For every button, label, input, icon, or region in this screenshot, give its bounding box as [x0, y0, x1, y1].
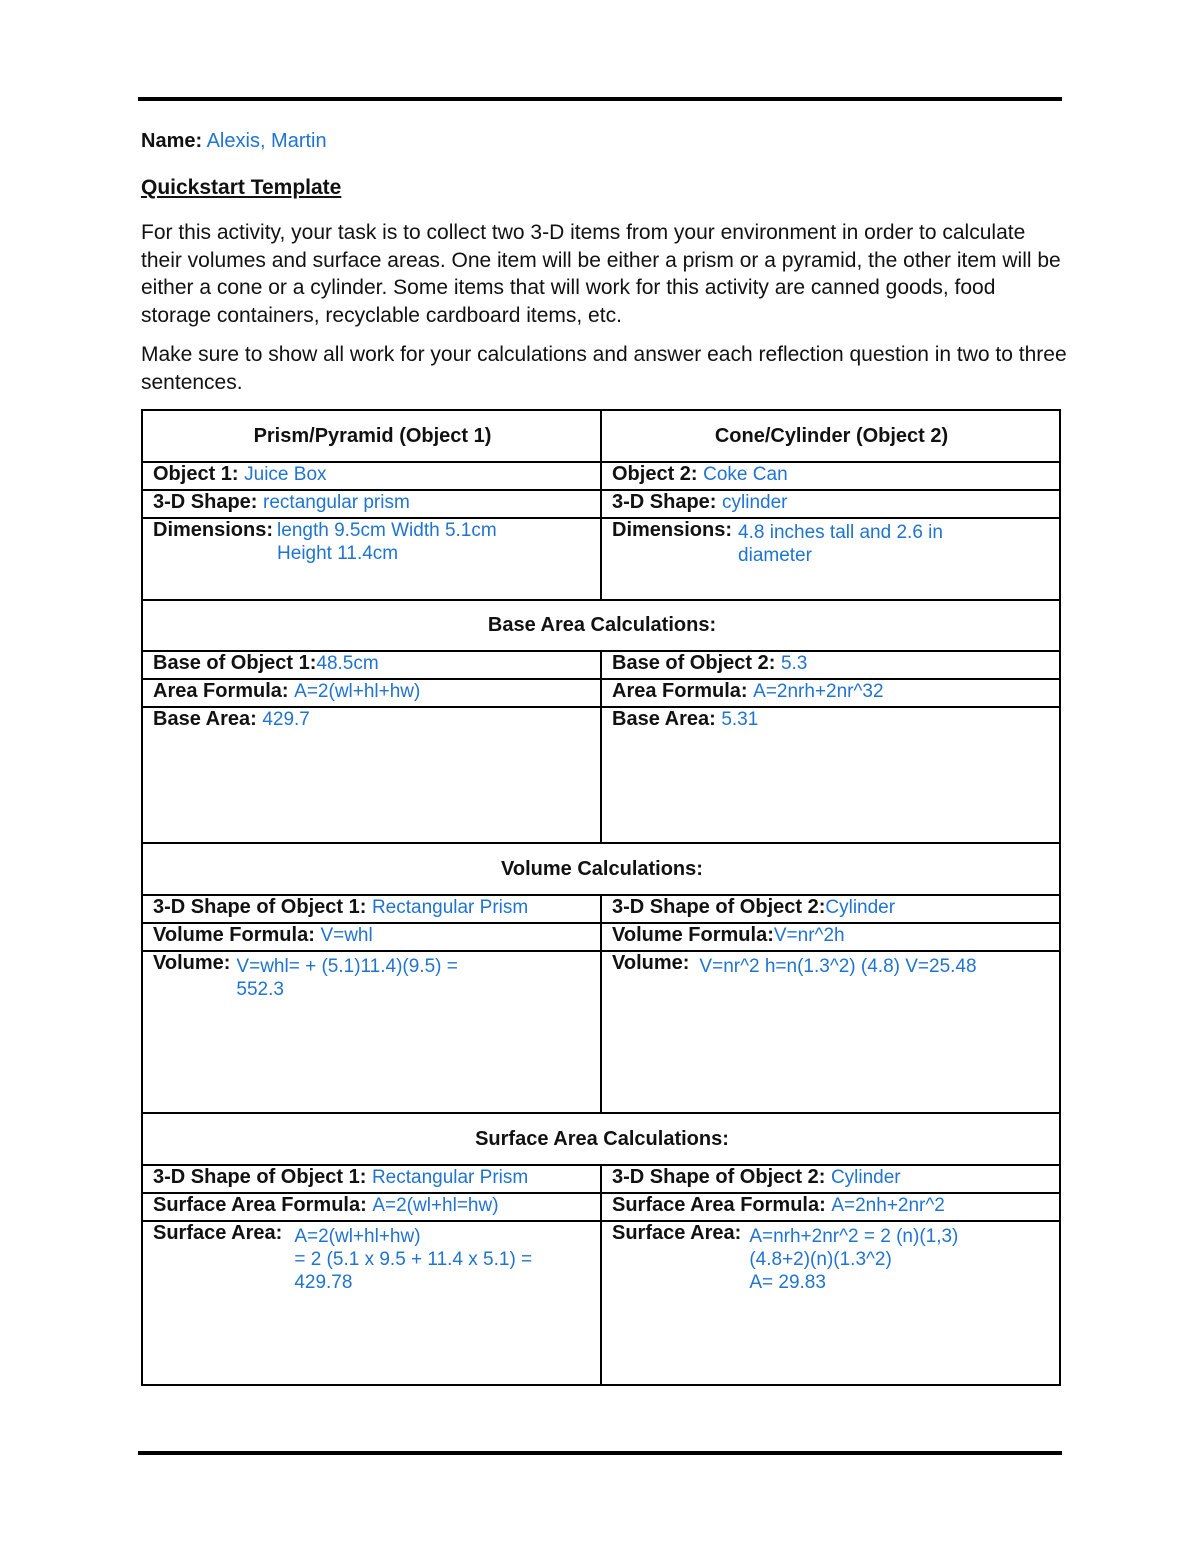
- object2-dimensions-line2: diameter: [738, 545, 812, 566]
- volume2-line1: V=nr^2 h=n(1.3^2) (4.8) V=25.48: [699, 956, 977, 977]
- base-section-title: Base Area Calculations:: [142, 600, 1060, 651]
- surface-area-row: [142, 1221, 1060, 1385]
- base-area2-value: 5.31: [721, 709, 759, 730]
- volume-shape1-value: Rectangular Prism: [371, 897, 529, 918]
- volume-section-header: [142, 843, 1060, 895]
- object-row: [142, 462, 1060, 490]
- surface-area1-line2: = 2 (5.1 x 9.5 + 11.4 x 5.1) =: [294, 1249, 533, 1270]
- base-of-object-row: [142, 651, 1060, 679]
- surface-formula2-label: Surface Area Formula:: [612, 1194, 826, 1216]
- object2-shape-label: 3-D Shape:: [612, 491, 717, 513]
- volume1-line2: 552.3: [236, 979, 284, 1000]
- object2-label: Object 2:: [612, 463, 698, 485]
- surface-formula1-value: A=2(wl+hl=hw): [372, 1195, 499, 1216]
- base-area1-value: 429.7: [262, 709, 310, 730]
- name-label: Name:: [141, 130, 203, 152]
- base-object2-value: 5.3: [780, 653, 808, 674]
- surface-shape2-value: Cylinder: [830, 1167, 901, 1188]
- volume-shape-row: [142, 895, 1060, 923]
- instructions-paragraph-2: Make sure to show all work for your calculations and answer each reflection question in two to three sentences.: [141, 343, 1067, 394]
- base-object1-value: 48.5cm: [316, 653, 379, 674]
- name-value: Alexis, Martin: [206, 130, 327, 152]
- volume1-line1: V=whl= + (5.1)11.4)(9.5) =: [236, 956, 458, 977]
- surface-area1-line3: 429.78: [294, 1272, 353, 1293]
- volume-formula1-value: V=whl: [320, 925, 373, 946]
- base-section-header: [142, 600, 1060, 651]
- base-area1-label: Base Area:: [153, 708, 257, 730]
- object2-dimensions-label: Dimensions:: [612, 519, 733, 541]
- shape-row: [142, 490, 1060, 518]
- surface-section-title: Surface Area Calculations:: [142, 1113, 1060, 1165]
- surface-formula1-label: Surface Area Formula:: [153, 1194, 367, 1216]
- area-formula1-label: Area Formula:: [153, 680, 289, 702]
- surface-area2-line2: (4.8+2)(n)(1.3^2): [749, 1249, 892, 1270]
- volume-shape1-label: 3-D Shape of Object 1:: [153, 896, 367, 918]
- object1-label: Object 1:: [153, 463, 239, 485]
- object2-dimensions-line1: 4.8 inches tall and 2.6 in: [738, 522, 943, 543]
- surface-formula2-value: A=2nh+2nr^2: [831, 1195, 945, 1216]
- col1-header: Prism/Pyramid (Object 1): [142, 410, 601, 462]
- area-formula2-label: Area Formula:: [612, 680, 748, 702]
- page-title: Quickstart Template: [141, 176, 342, 199]
- top-rule: [138, 97, 1062, 101]
- object2-shape-value: cylinder: [722, 492, 788, 513]
- base-object2-label: Base of Object 2:: [612, 652, 776, 674]
- area-formula-row: [142, 679, 1060, 707]
- surface-formula-row: [142, 1193, 1060, 1221]
- surface-area2-line3: A= 29.83: [749, 1272, 826, 1293]
- object1-shape-label: 3-D Shape:: [153, 491, 258, 513]
- object1-value: Juice Box: [244, 464, 327, 485]
- base-area2-label: Base Area:: [612, 708, 716, 730]
- volume-formula2-value: V=nr^2h: [773, 925, 845, 946]
- object1-dimensions-line1: length 9.5cm Width 5.1cm: [277, 520, 497, 541]
- volume-formula-row: [142, 923, 1060, 951]
- base-object1-label: Base of Object 1:: [153, 652, 317, 674]
- volume-shape2-value: Cylinder: [825, 897, 896, 918]
- base-area-row: [142, 707, 1060, 843]
- instructions-paragraph-1: For this activity, your task is to collect two 3-D items from your environment in order to calculate their volumes and surface areas. One item will be either a prism or a pyramid, the other item will be either a cone or a cylinder. Some items that will work for this activity are canned goods, food storage containers, recyclable cardboard items, etc.: [141, 221, 1061, 327]
- surface-shape1-label: 3-D Shape of Object 1:: [153, 1166, 367, 1188]
- bottom-rule: [138, 1451, 1062, 1455]
- surface-section-header: [142, 1113, 1060, 1165]
- object1-shape-value: rectangular prism: [263, 492, 410, 513]
- object1-dimensions-line2: Height 11.4cm: [277, 543, 399, 564]
- volume-formula2-label: Volume Formula:: [612, 924, 774, 946]
- area-formula1-value: A=2(wl+hl+hw): [294, 681, 421, 702]
- volume-formula1-label: Volume Formula:: [153, 924, 315, 946]
- surface-area2-label: Surface Area:: [612, 1222, 742, 1244]
- dimensions-row: [142, 518, 1060, 600]
- volume-shape2-label: 3-D Shape of Object 2:: [612, 896, 826, 918]
- worksheet-table: [141, 409, 1061, 1386]
- name-line: [141, 130, 327, 153]
- area-formula2-value: A=2nrh+2nr^32: [753, 681, 884, 702]
- volume-section-title: Volume Calculations:: [142, 843, 1060, 895]
- surface-shape-row: [142, 1165, 1060, 1193]
- volume-row: [142, 951, 1060, 1113]
- volume1-label: Volume:: [153, 952, 231, 974]
- surface-area2-line1: A=nrh+2nr^2 = 2 (n)(1,3): [749, 1226, 959, 1247]
- volume2-label: Volume:: [612, 952, 690, 974]
- object1-dimensions-label: Dimensions:: [153, 519, 274, 541]
- surface-shape1-value: Rectangular Prism: [371, 1167, 529, 1188]
- col2-header: Cone/Cylinder (Object 2): [601, 410, 1060, 462]
- surface-area1-line1: A=2(wl+hl+hw): [294, 1226, 421, 1247]
- surface-shape2-label: 3-D Shape of Object 2:: [612, 1166, 826, 1188]
- surface-area1-label: Surface Area:: [153, 1222, 283, 1244]
- column-header-row: [142, 410, 1060, 462]
- object2-value: Coke Can: [703, 464, 788, 485]
